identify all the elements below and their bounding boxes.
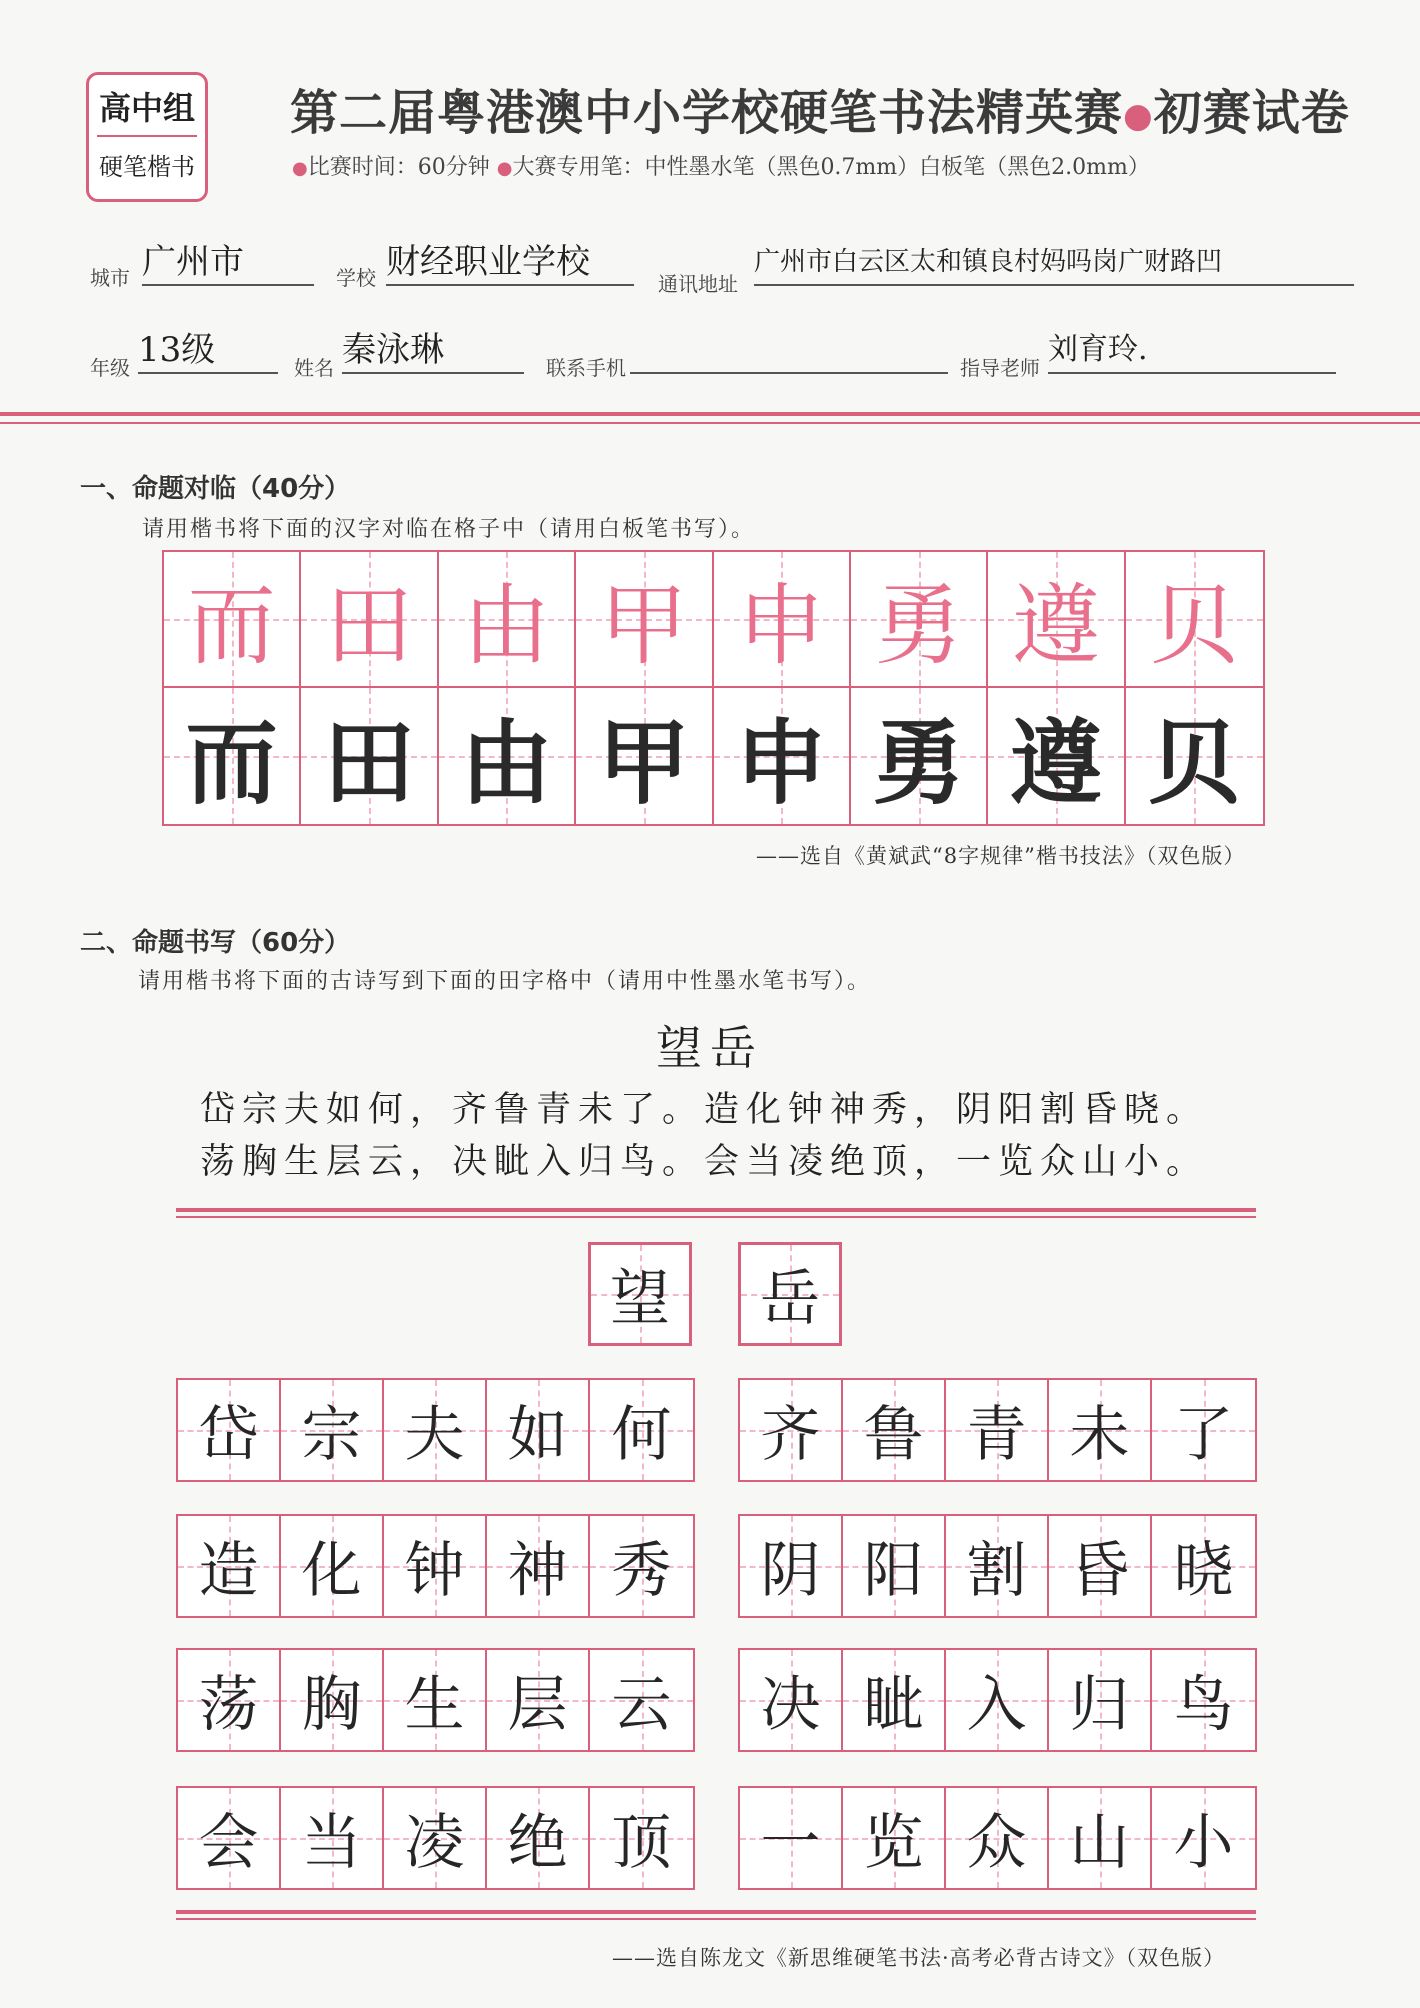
written-char: 绝 (507, 1808, 568, 1878)
poem-grid-row (738, 1514, 1257, 1618)
tianzi-cell[interactable] (281, 1380, 384, 1480)
tianzi-cell[interactable] (740, 1788, 843, 1888)
school-field[interactable]: 财经职业学校 (386, 240, 634, 286)
written-char: 割 (966, 1536, 1027, 1606)
page-title (290, 74, 1350, 143)
model-char: 而 (187, 574, 276, 677)
written-char: 岱 (198, 1400, 259, 1470)
title-dot-icon: ● (1123, 96, 1154, 136)
written-char: 众 (966, 1808, 1027, 1878)
poem-grid-row (176, 1378, 695, 1482)
tianzi-cell[interactable] (1049, 1380, 1152, 1480)
written-char: 田 (323, 709, 416, 817)
written-cell[interactable] (301, 688, 438, 824)
model-cell (301, 552, 438, 688)
written-char: 由 (460, 709, 553, 817)
phone-label: 联系手机 (546, 356, 626, 380)
written-char: 昏 (1069, 1536, 1130, 1606)
written-char: 遵 (1009, 709, 1102, 817)
written-char: 阴 (760, 1536, 821, 1606)
grade-field[interactable]: 13级 (138, 328, 278, 374)
teacher-label: 指导老师 (960, 356, 1040, 380)
written-char: 化 (301, 1536, 362, 1606)
written-char: 当 (301, 1808, 362, 1878)
contest-info (292, 150, 1150, 181)
tianzi-cell[interactable] (740, 1380, 843, 1480)
copy-grid (162, 550, 1265, 826)
written-char: 青 (966, 1400, 1027, 1470)
model-cell (576, 552, 713, 688)
tianzi-cell[interactable] (487, 1380, 590, 1480)
written-cell[interactable] (164, 688, 301, 824)
written-char: 造 (198, 1536, 259, 1606)
poem-divider (176, 1208, 1256, 1212)
written-char: 入 (966, 1670, 1027, 1740)
address-field[interactable]: 广州市白云区太和镇良村妈吗岗广财路凹 (754, 240, 1354, 286)
written-char: 鸟 (1173, 1670, 1234, 1740)
tianzi-cell[interactable] (590, 1650, 693, 1750)
grid-title-cell[interactable] (591, 1245, 689, 1343)
section1-title: 一、命题对临（40分） (80, 474, 351, 504)
written-char: 何 (611, 1400, 672, 1470)
address-label: 通讯地址 (658, 272, 738, 296)
tianzi-cell[interactable] (1152, 1380, 1255, 1480)
city-label: 城市 (90, 266, 130, 290)
tianzi-cell[interactable] (946, 1788, 1049, 1888)
written-cell[interactable] (1126, 688, 1263, 824)
written-char: 甲 (597, 709, 690, 817)
model-cell (988, 552, 1125, 688)
header-divider-thin (0, 422, 1420, 424)
tianzi-cell[interactable] (946, 1650, 1049, 1750)
school-label: 学校 (336, 266, 376, 290)
poem-grid-row (738, 1786, 1257, 1890)
written-char: 如 (507, 1400, 568, 1470)
bullet-icon: ● (496, 158, 513, 179)
written-cell[interactable] (714, 688, 851, 824)
tianzi-cell[interactable] (946, 1516, 1049, 1616)
poem-divider-thin (176, 1216, 1256, 1218)
written-char: 一 (760, 1808, 821, 1878)
tianzi-cell[interactable] (384, 1788, 487, 1888)
written-char: 了 (1173, 1400, 1234, 1470)
phone-field[interactable] (630, 328, 948, 374)
grade-label: 年级 (90, 356, 130, 380)
tianzi-cell[interactable] (178, 1788, 281, 1888)
poem-grid-row (176, 1514, 695, 1618)
model-cell (714, 552, 851, 688)
written-char: 贝 (1148, 709, 1241, 817)
model-cell (851, 552, 988, 688)
tianzi-cell[interactable] (946, 1380, 1049, 1480)
grid-title-char: 望 (610, 1264, 670, 1334)
written-char: 小 (1173, 1808, 1234, 1878)
written-char: 勇 (872, 709, 965, 817)
title-main: 第二届粤港澳中小学校硬笔书法精英赛 (290, 85, 1124, 141)
tianzi-cell[interactable] (843, 1380, 946, 1480)
tianzi-cell[interactable] (740, 1516, 843, 1616)
tianzi-cell[interactable] (178, 1380, 281, 1480)
grid-title-char: 岳 (760, 1264, 820, 1334)
written-char: 归 (1069, 1670, 1130, 1740)
poem-title: 望岳 (656, 1021, 764, 1075)
tianzi-cell[interactable] (178, 1650, 281, 1750)
written-char: 层 (507, 1670, 568, 1740)
written-char: 齐 (760, 1400, 821, 1470)
grid-title-cell[interactable] (741, 1245, 839, 1343)
model-cell (439, 552, 576, 688)
tianzi-cell[interactable] (1152, 1788, 1255, 1888)
tianzi-cell[interactable] (487, 1516, 590, 1616)
model-char: 贝 (1150, 574, 1239, 677)
model-char: 勇 (874, 574, 963, 677)
tianzi-cell[interactable] (590, 1788, 693, 1888)
header-divider (0, 412, 1420, 416)
tianzi-cell[interactable] (281, 1650, 384, 1750)
tianzi-cell[interactable] (384, 1516, 487, 1616)
written-char: 眦 (863, 1670, 924, 1740)
tianzi-cell[interactable] (1049, 1788, 1152, 1888)
written-char: 神 (507, 1536, 568, 1606)
written-char: 秀 (611, 1536, 672, 1606)
model-char: 申 (737, 574, 826, 677)
written-char: 生 (404, 1670, 465, 1740)
poem-grid-row (738, 1648, 1257, 1752)
written-char: 而 (185, 709, 278, 817)
tianzi-cell[interactable] (281, 1516, 384, 1616)
tianzi-cell[interactable] (178, 1516, 281, 1616)
tianzi-cell[interactable] (590, 1380, 693, 1480)
written-char: 云 (611, 1670, 672, 1740)
poem-grid-row (176, 1648, 695, 1752)
section1-source: ——选自《黄斌武“8字规律”楷书技法》（双色版） (756, 844, 1246, 868)
written-char: 未 (1069, 1400, 1130, 1470)
grid-title-box (588, 1242, 692, 1346)
group-badge-top: 高中组 (98, 89, 195, 127)
tianzi-cell[interactable] (1049, 1516, 1152, 1616)
tianzi-cell[interactable] (281, 1788, 384, 1888)
written-char: 荡 (198, 1670, 259, 1740)
written-cell[interactable] (851, 688, 988, 824)
written-cell[interactable] (988, 688, 1125, 824)
model-char: 由 (462, 574, 551, 677)
group-badge (86, 72, 208, 202)
tianzi-cell[interactable] (384, 1380, 487, 1480)
tianzi-cell[interactable] (1152, 1650, 1255, 1750)
model-char: 遵 (1011, 574, 1100, 677)
title-suffix: 初赛试卷 (1153, 85, 1350, 141)
written-char: 凌 (404, 1808, 465, 1878)
tianzi-cell[interactable] (1049, 1650, 1152, 1750)
written-char: 鲁 (863, 1400, 924, 1470)
tianzi-cell[interactable] (740, 1650, 843, 1750)
written-char: 胸 (301, 1670, 362, 1740)
written-char: 钟 (404, 1536, 465, 1606)
teacher-field[interactable]: 刘育玲. (1048, 328, 1336, 374)
tianzi-cell[interactable] (487, 1650, 590, 1750)
model-cell (164, 552, 301, 688)
tianzi-cell[interactable] (1152, 1516, 1255, 1616)
name-label: 姓名 (294, 356, 334, 380)
written-char: 阳 (863, 1536, 924, 1606)
written-char: 申 (735, 709, 828, 817)
tianzi-cell[interactable] (590, 1516, 693, 1616)
model-cell (1126, 552, 1263, 688)
name-field[interactable]: 秦泳琳 (342, 328, 524, 374)
grid-title-box (738, 1242, 842, 1346)
section2-source: ——选自陈龙文《新思维硬笔书法·高考必背古诗文》（双色版） (612, 1946, 1226, 1970)
group-badge-bottom: 硬笔楷书 (99, 153, 195, 181)
section2-instruction: 请用楷书将下面的古诗写到下面的田字格中（请用中性墨水笔书写）。 (138, 969, 872, 994)
city-field[interactable]: 广州市 (142, 240, 314, 286)
written-char: 夫 (404, 1400, 465, 1470)
tianzi-cell[interactable] (843, 1788, 946, 1888)
poem-grid-row (738, 1378, 1257, 1482)
badge-divider (97, 135, 197, 137)
tianzi-cell[interactable] (384, 1650, 487, 1750)
tianzi-cell[interactable] (843, 1650, 946, 1750)
poem-line-2: 荡胸生层云，决眦入归鸟。会当凌绝顶，一览众山小。 (200, 1142, 1209, 1182)
section2-title: 二、命题书写（60分） (80, 928, 351, 958)
written-char: 会 (198, 1808, 259, 1878)
written-char: 晓 (1173, 1536, 1234, 1606)
model-char: 田 (325, 574, 414, 677)
info-time: 比赛时间：60分钟 (307, 155, 490, 180)
tianzi-cell[interactable] (843, 1516, 946, 1616)
bottom-divider-thin (176, 1918, 1256, 1920)
poem-grid-row (176, 1786, 695, 1890)
info-pens: 大赛专用笔：中性墨水笔（黑色0.7mm）白板笔（黑色2.0mm） (512, 155, 1150, 180)
written-char: 顶 (611, 1808, 672, 1878)
written-char: 决 (760, 1670, 821, 1740)
bottom-divider (176, 1910, 1256, 1914)
poem-line-1: 岱宗夫如何，齐鲁青未了。造化钟神秀，阴阳割昏晓。 (200, 1090, 1209, 1130)
written-char: 山 (1069, 1808, 1130, 1878)
bullet-icon: ● (292, 158, 308, 179)
written-char: 宗 (301, 1400, 362, 1470)
written-char: 览 (863, 1808, 924, 1878)
tianzi-cell[interactable] (487, 1788, 590, 1888)
model-char: 甲 (599, 574, 688, 677)
written-cell[interactable] (576, 688, 713, 824)
section1-instruction: 请用楷书将下面的汉字对临在格子中（请用白板笔书写）。 (142, 517, 756, 542)
written-cell[interactable] (439, 688, 576, 824)
